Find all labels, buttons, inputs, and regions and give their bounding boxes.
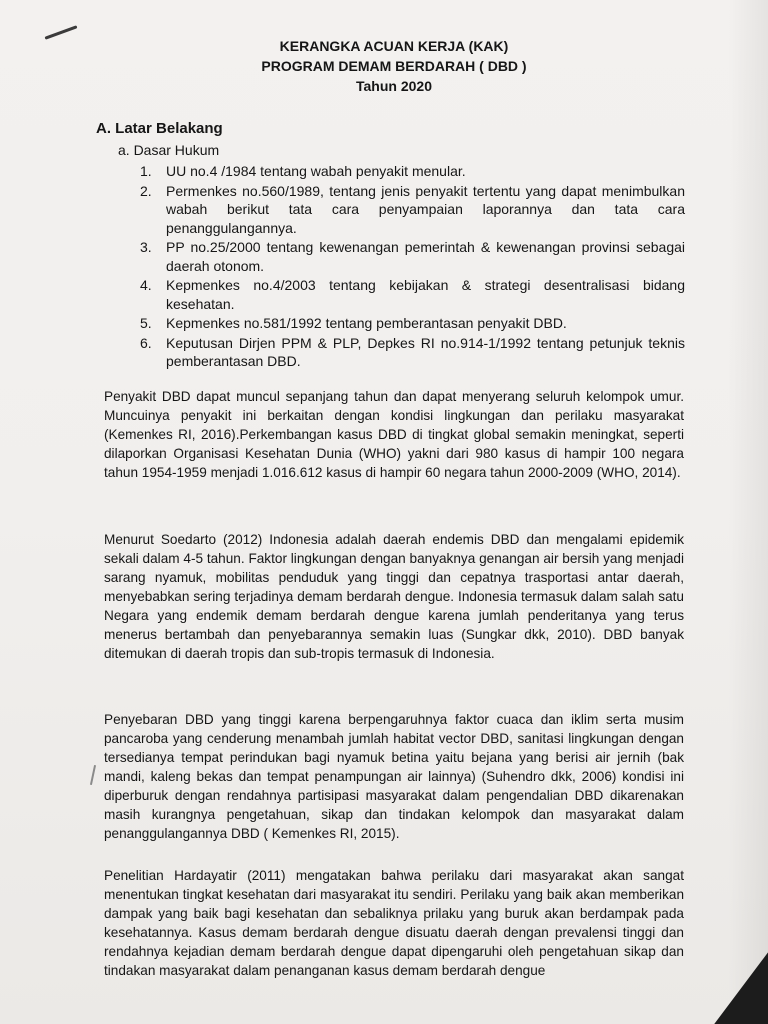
list-number: 2. (140, 182, 152, 199)
title-line-2: PROGRAM DEMAM BERDARAH ( DBD ) (261, 58, 527, 74)
title-line-1: KERANGKA ACUAN KERJA (KAK) (279, 38, 509, 54)
list-number: 4. (140, 277, 152, 293)
list-item (140, 276, 685, 313)
paragraph-4-clip (104, 866, 684, 991)
paragraph-4: Penelitian Hardayatir (2011) mengatakan bahwa perilaku dari masyarakat akan sangat menentukan tingkat kesehatan dari masyarakat itu sendiri. Perilaku yang baik akan memberikan dampak yang baik bagi kesehatan dan sebaliknya prilaku yang buruk akan berdampak pada kesehatannya. Kasus demam berdarah dengue disuatu daerah dengan prevalensi tinggi dan rendahnya kejadian demam berdarah dengue dapat dipengaruhi oleh pengetahuan sikap dan tindakan masyarakat dalam penanganan kasus demam berdarah dengue (104, 868, 684, 978)
list-item (140, 334, 685, 371)
list-text: UU no.4 /1984 tentang wabah penyakit menular. (166, 163, 466, 179)
list-item (140, 238, 685, 275)
list-text: Permenkes no.560/1989, tentang jenis penyakit tertentu yang dapat menimbulkan wabah berikut tata cara penyampaian laporannya dan tata cara penanggulangannya. (166, 182, 685, 236)
list-item (140, 314, 685, 333)
list-text: Keputusan Dirjen PPM & PLP, Depkes RI no.914-1/1992 tentang petunjuk teknis pemberantasan DBD. (166, 334, 685, 369)
paragraph-3: Penyebaran DBD yang tinggi karena berpengaruhnya faktor cuaca dan iklim serta musim pancaroba yang cenderung menambah jumlah habitat vector DBD, sanitasi lingkungan dengan tersedianya tempat perindukan bagi nyamuk betina yaitu bejana yang berisi air jernih (bak mandi, kaleng bekas dan tempat penampungan air lainnya) (Suhendro dkk, 2006) kondisi ini diperburuk dengan rendahnya partisipasi masyarakat dalam pengendalian DBD dikarenakan masih kurangnya pengetahuan, sikap dan tindakan kelompok dan masyarakat dalam penanggulangannya DBD ( Kemenkes RI, 2015). (104, 712, 684, 841)
list-number: 6. (140, 334, 152, 351)
document-title (0, 36, 768, 96)
list-number: 5. (140, 315, 152, 331)
list-number: 3. (140, 239, 152, 255)
list-item (140, 182, 685, 238)
list-text: PP no.25/2000 tentang kewenangan pemerintah & kewenangan provinsi sebagai daerah otonom. (166, 239, 685, 274)
subsection-heading: a. Dasar Hukum (118, 142, 220, 158)
section-heading: A. Latar Belakang (96, 120, 223, 137)
list-number: 1. (140, 163, 152, 179)
list-text: Kepmenkes no.581/1992 tentang pemberantasan penyakit DBD. (166, 315, 567, 331)
legal-basis-list (140, 162, 685, 372)
paragraph-2: Menurut Soedarto (2012) Indonesia adalah daerah endemis DBD dan mengalami epidemik sekali dalam 4-5 tahun. Faktor lingkungan dengan banyaknya genangan air bersih yang menjadi sarang nyamuk, mobilitas penduduk yang tinggi dan cepatnya trasportasi antar daerah, menyebabkan sering terjadinya demam berdarah dengue. Indonesia termasuk dalam salah satu Negara yang endemik demam berdarah dengue karena jumlah penderitanya yang terus menerus bertambah dan penyebarannya semakin luas (Sungkar dkk, 2010). DBD banyak ditemukan di daerah tropis dan sub-tropis termasuk di Indonesia. (104, 532, 684, 661)
list-item (140, 162, 685, 181)
list-text: Kepmenkes no.4/2003 tentang kebijakan & strategi desentralisasi bidang kesehatan. (166, 277, 685, 312)
paragraph-1: Penyakit DBD dapat muncul sepanjang tahun dan dapat menyerang seluruh kelompok umur. Muncuinya penyakit ini berkaitan dengan kondisi lingkungan dan perilaku masyarakat (Kemenkes RI, 2016).Perkembangan kasus DBD di tingkat global semakin meningkat, seperti dilaporkan Organisasi Kesehatan Dunia (WHO) yakni dari 980 kasus di hampir 100 negara tahun 1954-1959 menjadi 1.016.612 kasus di hampir 60 negara tahun 2000-2009 (WHO, 2014). (104, 389, 684, 480)
title-line-3: Tahun 2020 (356, 78, 432, 94)
